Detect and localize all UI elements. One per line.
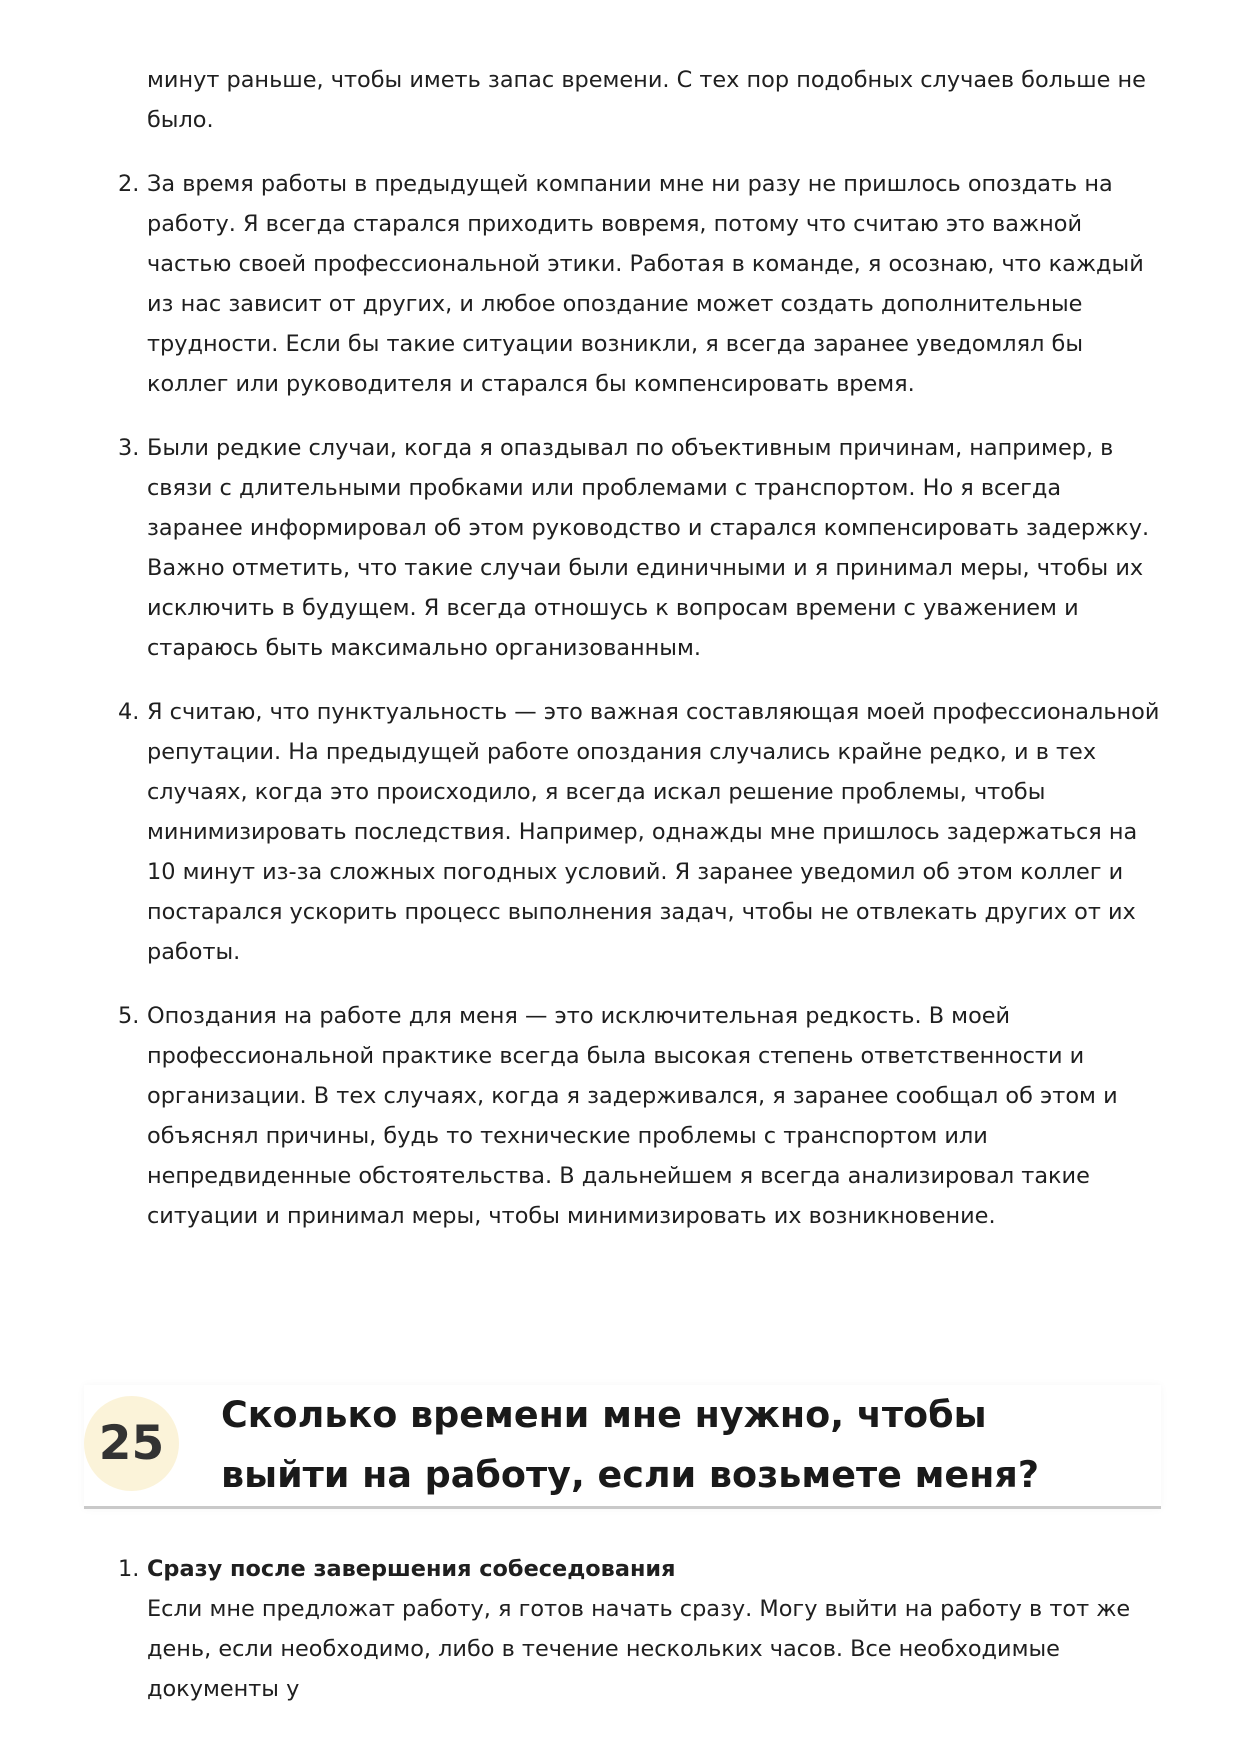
answer-text: Опоздания на работе для меня — это исключительная редкость. В моей профессиональной практике всегда была высокая степень ответственности и организации. В тех случаях, когда я задерживался, я заранее сообщал об этом и объяснял причины, будь то технические проблемы с транспортом или непредвиденные обстоятельства. В дальнейшем я всегда анализировал такие ситуации и принимал меры, чтобы минимизировать их возникновение.	[147, 1003, 1118, 1229]
answer-item	[118, 428, 1162, 668]
answer-text: Я считаю, что пунктуальность — это важная составляющая моей профессиональной репутации. На предыдущей работе опоздания случались крайне редко, и в тех случаях, когда это происходило, я всегда искал решение проблемы, чтобы минимизировать последствия. Например, однажды мне пришлось задержаться на 10 минут из-за сложных погодных условий. Я заранее уведомил об этом коллег и постарался ускорить процесс выполнения задач, чтобы не отвлекать других от их работы.	[147, 699, 1160, 965]
answer-item	[118, 692, 1162, 972]
answer-body	[147, 996, 1162, 1236]
answer-number: 4.	[118, 699, 140, 725]
answer-body	[147, 60, 1162, 140]
answer-number: 2.	[118, 171, 140, 197]
answer-number: 5.	[118, 1003, 140, 1029]
answer-text: За время работы в предыдущей компании мне ни разу не пришлось опоздать на работу. Я всегда старался приходить вовремя, потому что считаю это важной частью своей профессиональной этики. Работая в команде, я осознаю, что каждый из нас зависит от других, и любое опоздание может создать дополнительные трудности. Если бы такие ситуации возникли, я всегда заранее уведомлял бы коллег или руководителя и старался бы компенсировать время.	[147, 171, 1144, 397]
answer-number: 1.	[118, 1556, 140, 1582]
answer-body	[147, 164, 1162, 404]
answer-text: минут раньше, чтобы иметь запас времени. С тех пор подобных случаев больше не было.	[147, 67, 1146, 133]
answer-item	[118, 996, 1162, 1236]
answers-list-24	[118, 60, 1162, 1260]
answer-item	[147, 60, 1162, 140]
answers-list-25	[118, 1549, 1162, 1733]
question-header	[84, 1385, 1161, 1509]
answer-title: Сразу после завершения собеседования	[147, 1556, 676, 1582]
answer-text: Если мне предложат работу, я готов начать сразу. Могу выйти на работу в тот же день, если необходимо, либо в течение нескольких часов. Все необходимые документы у	[147, 1596, 1131, 1702]
answer-body	[147, 1549, 1162, 1709]
answer-body	[147, 692, 1162, 972]
answer-text: Были редкие случаи, когда я опаздывал по объективным причинам, например, в связи с длительными пробками или проблемами с транспортом. Но я всегда заранее информировал об этом руководство и старался компенсировать задержку. Важно отметить, что такие случаи были единичными и я принимал меры, чтобы их исключить в будущем. Я всегда отношусь к вопросам времени с уважением и стараюсь быть максимально организованным.	[147, 435, 1150, 661]
answer-number: 3.	[118, 435, 140, 461]
answer-item	[118, 164, 1162, 404]
answer-body	[147, 428, 1162, 668]
question-title: Сколько времени мне нужно, чтобы выйти на работу, если возьмете меня?	[221, 1393, 1040, 1496]
answer-item	[118, 1549, 1162, 1709]
question-number-badge: 25	[84, 1396, 179, 1491]
